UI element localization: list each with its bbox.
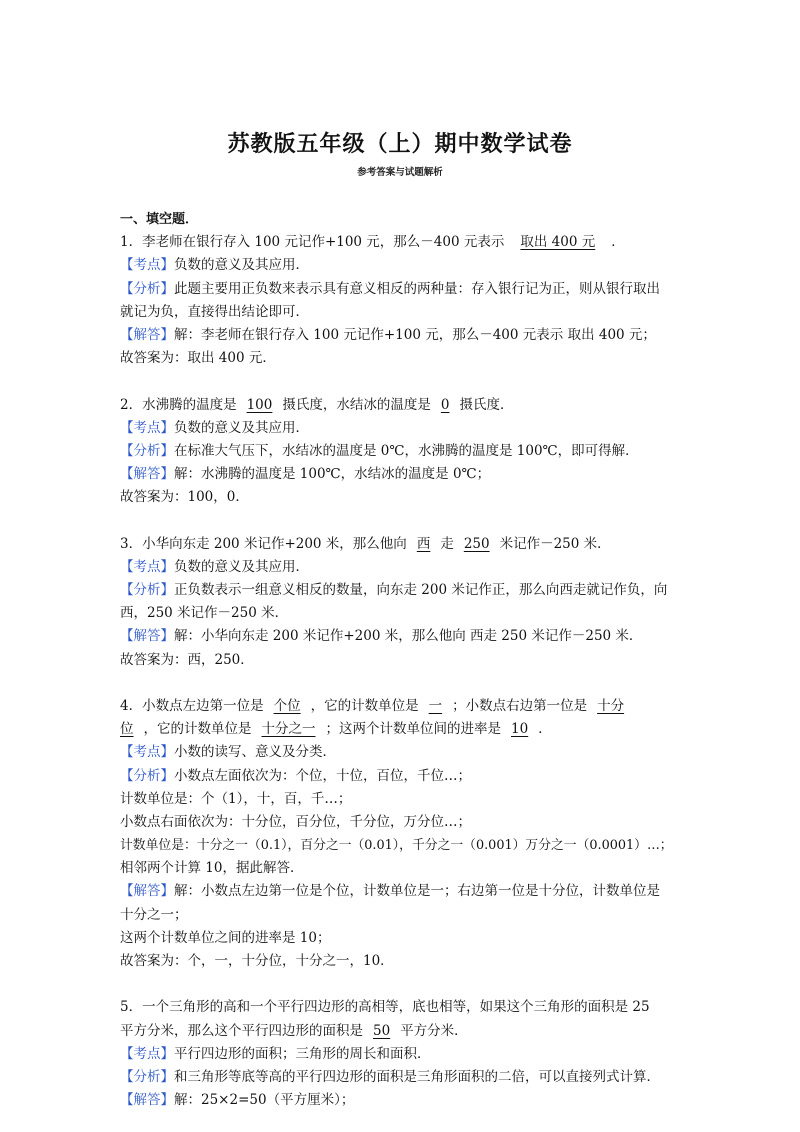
q4-answer-2: 一 xyxy=(428,697,443,714)
q3-stem-b: 走 xyxy=(440,535,454,552)
q3-stem xyxy=(120,533,682,556)
q3-jieda xyxy=(120,625,682,648)
q5-fenxi-text-1: 和三角形等底等高的平行四边形的面积是三角形面积的二倍，可以直接列式计算． xyxy=(174,1068,660,1085)
jieda-tag: 【解答】 xyxy=(120,628,174,645)
kaodian-tag: 【考点】 xyxy=(120,558,174,575)
fenxi-tag: 【分析】 xyxy=(120,1068,174,1085)
fenxi-tag: 【分析】 xyxy=(120,442,174,459)
q5-kaodian xyxy=(120,1043,682,1066)
q4-answer-3b: 位 xyxy=(120,721,134,738)
q1-jieda xyxy=(120,324,682,347)
q1-fenxi-text-2: 就记为负，直接得出结论即可． xyxy=(120,303,309,320)
page-subtitle: 参考答案与试题解析 xyxy=(357,167,443,178)
q2-kaodian-text: 负数的意义及其应用． xyxy=(174,419,309,436)
q5-jieda-text: 解：25×2=50（平方厘米）； xyxy=(174,1092,355,1109)
q5-jieda xyxy=(120,1089,682,1112)
q3-final-answer: 故答案为：西，250． xyxy=(120,651,254,668)
q4-kaodian xyxy=(120,741,682,764)
q2-jieda-text: 解：水沸腾的温度是 100℃，水结冰的温度是 0℃； xyxy=(174,466,491,483)
q4-fenxi-text-4: 计数单位是：十分之一（0.1），百分之一（0.01），千分之一（0.001）万分之一（0.0001）…； xyxy=(120,838,673,854)
q4-stem-e: ；这两个计数单位间的进率是 xyxy=(325,721,501,738)
q1-stem-b: ． xyxy=(611,234,625,251)
kaodian-tag: 【考点】 xyxy=(120,744,174,761)
jieda-tag: 【解答】 xyxy=(120,1092,174,1109)
q1-kaodian-text: 负数的意义及其应用． xyxy=(174,257,309,274)
q3-stem-a: 3．小华向东走 200 米记作+200 米，那么他向 xyxy=(120,535,407,552)
kaodian-tag: 【考点】 xyxy=(120,419,174,436)
q1-stem xyxy=(120,231,682,254)
q2-fenxi xyxy=(120,440,682,463)
q4-fenxi-text-2: 计数单位是：个（1），十，百，千…； xyxy=(120,790,352,807)
q3-jieda-text: 解：小华向东走 200 米记作+200 米，那么他向 西走 250 米记作－250 米． xyxy=(174,628,643,645)
q2-answer-2: 0 xyxy=(440,396,450,413)
q4-stem-c: ；小数点右边第一位是 xyxy=(452,697,588,714)
q3-answer-2: 250 xyxy=(463,535,490,552)
q4-fenxi-text-5: 相邻两个计算 10，据此解答． xyxy=(120,860,304,877)
q1-stem-a: 1．李老师在银行存入 100 元记作+100 元，那么－400 元表示 xyxy=(120,234,505,251)
q4-jieda-text-3: 这两个计数单位之间的进率是 10； xyxy=(120,929,331,946)
q5-stem-line-1: 5．一个三角形的高和一个平行四边形的高相等，底也相等，如果这个三角形的面积是 25 xyxy=(120,999,650,1016)
q1-jieda-text: 解：李老师在银行存入 100 元记作+100 元，那么－400 元表示 取出 400 元； xyxy=(174,326,656,343)
q3-kaodian-text: 负数的意义及其应用． xyxy=(174,558,309,575)
q2-fenxi-text-1: 在标准大气压下，水结冰的温度是 0℃，水沸腾的温度是 100℃，即可得解． xyxy=(174,442,639,459)
q2-jieda xyxy=(120,463,682,486)
q3-answer-1: 西 xyxy=(416,535,431,552)
q3-fenxi-text-2: 西，250 米记作－250 米． xyxy=(120,605,289,622)
q2-stem xyxy=(120,394,682,417)
fenxi-tag: 【分析】 xyxy=(120,582,174,598)
q4-stem-d: ，它的计数单位是 xyxy=(143,721,252,738)
q4-answer-5: 10 xyxy=(511,721,529,738)
q4-jieda xyxy=(120,880,682,903)
q2-stem-c: 摄氏度． xyxy=(459,396,514,413)
q1-final-answer: 故答案为：取出 400 元． xyxy=(120,350,276,367)
kaodian-tag: 【考点】 xyxy=(120,1045,174,1062)
q3-kaodian xyxy=(120,556,682,579)
q5-answer: 50 xyxy=(373,1022,391,1039)
q4-stem-f: ． xyxy=(538,721,552,738)
q4-fenxi-text-3: 小数点右面依次为：十分位，百分位，千分位，万分位…； xyxy=(120,813,471,830)
q4-answer-1: 个位 xyxy=(273,697,301,714)
q2-stem-b: 摄氏度，水结冰的温度是 xyxy=(282,396,431,413)
q3-stem-c: 米记作－250 米． xyxy=(499,535,611,552)
q4-stem-a: 4．小数点左边第一位是 xyxy=(120,697,264,714)
q4-answer-3a: 十分 xyxy=(597,697,625,714)
q1-kaodian xyxy=(120,254,682,277)
jieda-tag: 【解答】 xyxy=(120,466,174,483)
section-heading: 一、填空题． xyxy=(120,212,199,227)
fenxi-tag: 【分析】 xyxy=(120,280,174,297)
q2-final-answer: 故答案为：100，0． xyxy=(120,489,249,506)
fenxi-tag: 【分析】 xyxy=(120,767,174,784)
q3-fenxi xyxy=(120,579,682,602)
q5-stem-2b: 平方分米． xyxy=(400,1022,468,1039)
q1-fenxi-text-1: 此题主要用正负数来表示具有意义相反的两种量：存入银行记为正，则从银行取出 xyxy=(174,280,660,297)
q1-fenxi xyxy=(120,278,682,301)
q5-stem-2a: 平方分米，那么这个平行四边形的面积是 xyxy=(120,1022,363,1039)
answer-body xyxy=(120,208,682,1112)
q5-stem-line-2 xyxy=(120,1020,682,1043)
q4-fenxi xyxy=(120,765,682,788)
q4-jieda-text-2: 十分之一； xyxy=(120,906,188,923)
jieda-tag: 【解答】 xyxy=(120,883,174,900)
q4-jieda-text-1: 解：小数点左边第一位是个位，计数单位是一；右边第一位是十分位，计数单位是 xyxy=(174,883,660,900)
q4-fenxi-text-1: 小数点左面依次为：个位，十位，百位，千位…； xyxy=(174,767,471,784)
q1-answer: 取出 400 元 xyxy=(520,234,596,251)
q4-stem-line-1 xyxy=(120,695,682,718)
kaodian-tag: 【考点】 xyxy=(120,257,174,274)
q2-answer-1: 100 xyxy=(246,396,273,413)
page-title: 苏教版五年级（上）期中数学试卷 xyxy=(227,132,573,157)
jieda-tag: 【解答】 xyxy=(120,326,174,343)
q4-final-answer: 故答案为：个，一，十分位，十分之一，10． xyxy=(120,953,394,969)
q5-kaodian-text: 平行四边形的面积；三角形的周长和面积． xyxy=(174,1045,431,1062)
q4-stem-line-2 xyxy=(120,718,682,741)
q4-answer-4: 十分之一 xyxy=(261,721,316,738)
q2-stem-a: 2．水沸腾的温度是 xyxy=(120,396,237,413)
q4-stem-b: ，它的计数单位是 xyxy=(310,697,419,714)
q5-fenxi xyxy=(120,1066,682,1089)
q4-kaodian-text: 小数的读写、意义及分类． xyxy=(174,744,336,761)
q3-fenxi-text-1: 正负数表示一组意义相反的数量，向东走 200 米记作正，那么向西走就记作负，向 xyxy=(174,582,668,598)
q2-kaodian xyxy=(120,417,682,440)
